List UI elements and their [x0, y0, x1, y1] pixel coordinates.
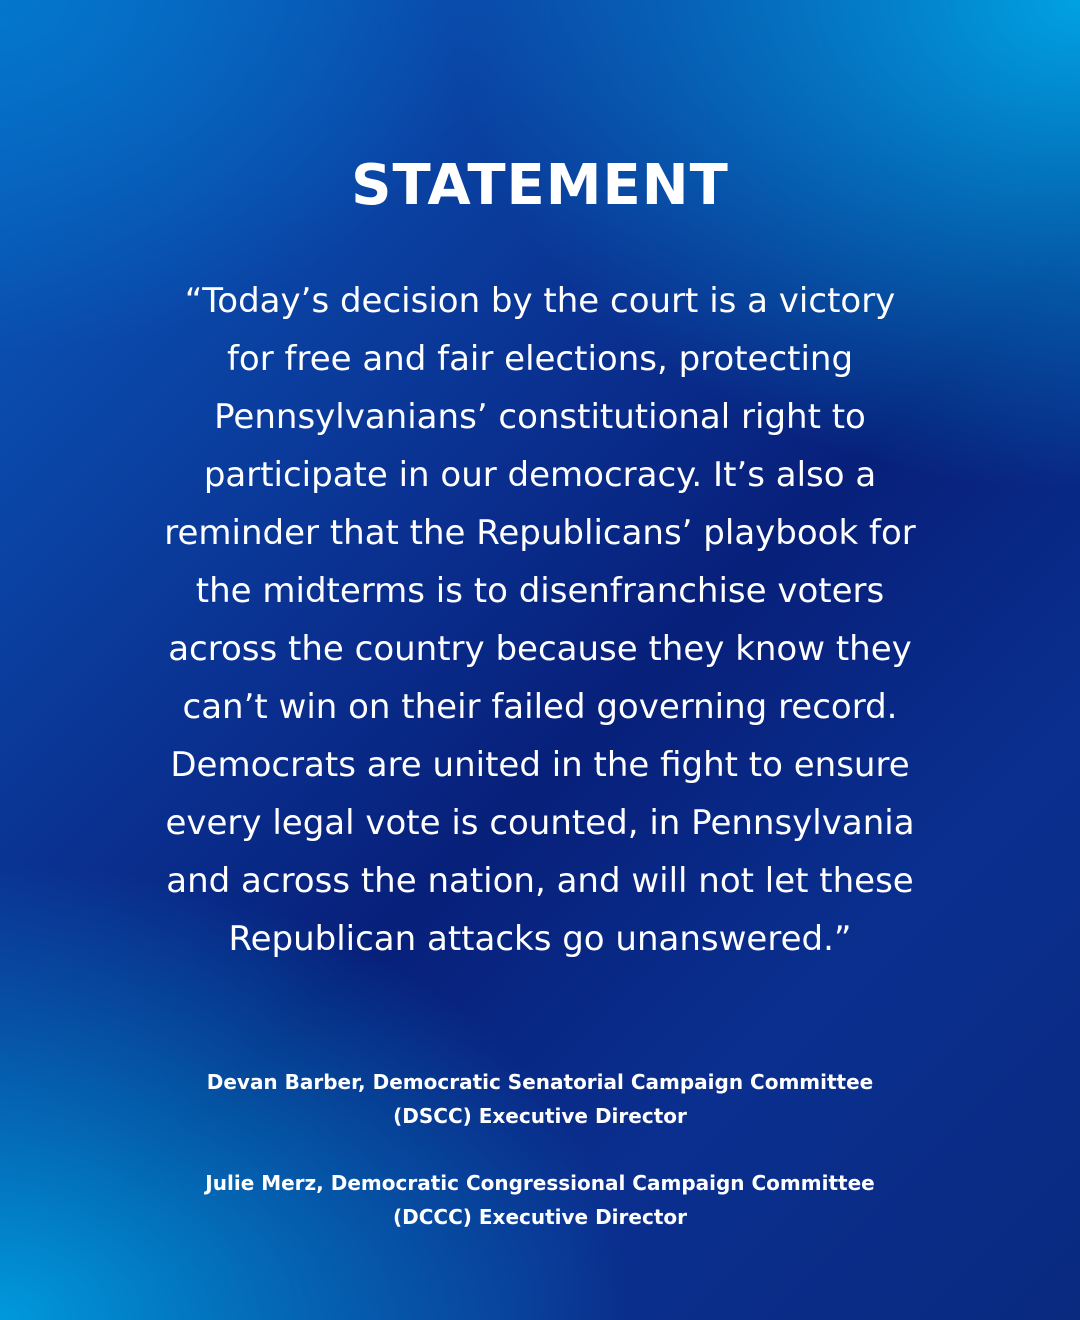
attribution-dccc	[140, 1166, 940, 1234]
quote-line: and across the nation, and will not let these	[166, 861, 914, 901]
attribution-role: (DCCC) Executive Director	[393, 1205, 687, 1229]
quote-line: across the country because they know they	[168, 629, 912, 669]
attribution-role: (DSCC) Executive Director	[393, 1104, 687, 1128]
quote-line: for free and fair elections, protecting	[226, 339, 854, 379]
attribution-dscc	[140, 1065, 940, 1133]
quote-line: Republican attacks go unanswered.”	[228, 919, 852, 959]
quote-line: Pennsylvanians’ constitutional right to	[214, 397, 866, 437]
quote-line: “Today’s decision by the court is a victory	[184, 281, 896, 321]
quote-line: reminder that the Republicans’ playbook for	[164, 513, 916, 553]
quote-line: every legal vote is counted, in Pennsylvania	[165, 803, 915, 843]
quote-line: the midterms is to disenfranchise voters	[195, 571, 885, 611]
quote-line: Democrats are united in the fight to ensure	[170, 745, 910, 785]
statement-quote	[110, 272, 970, 968]
quote-line: participate in our democracy. It’s also a	[203, 455, 877, 495]
page-title: STATEMENT	[351, 153, 729, 218]
attribution-name: Devan Barber, Democratic Senatorial Campaign Committee	[206, 1070, 874, 1094]
attribution-name: Julie Merz, Democratic Congressional Campaign Committee	[205, 1171, 875, 1195]
quote-line: can’t win on their failed governing record.	[182, 687, 898, 727]
